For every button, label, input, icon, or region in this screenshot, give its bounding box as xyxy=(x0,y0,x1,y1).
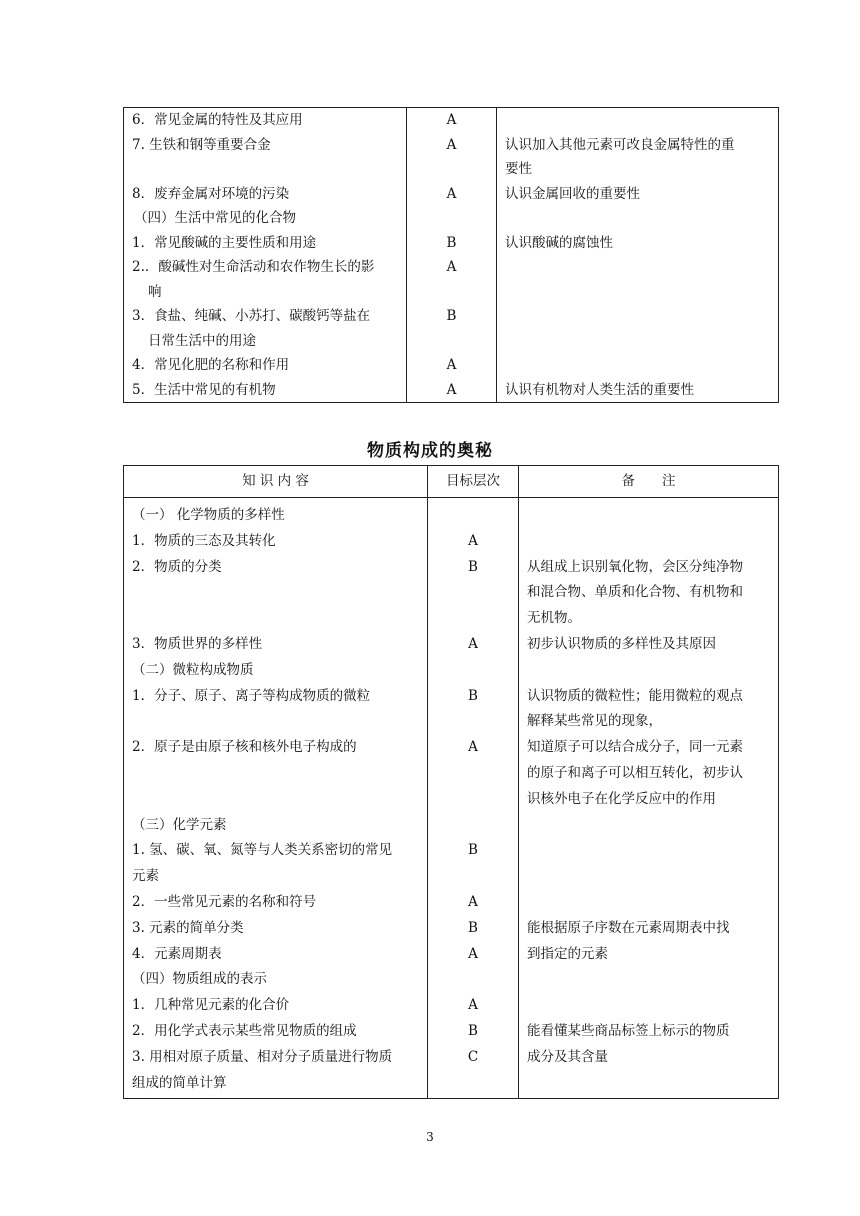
matter-composition-table xyxy=(123,465,779,1099)
text-line xyxy=(407,206,496,231)
text-line: 4．常见化肥的名称和作用 xyxy=(132,357,290,373)
text-line: A xyxy=(468,739,478,756)
text-line: 7. 生铁和钢等重要合金 xyxy=(132,136,271,153)
text-line: 2.．酸碱性对生命活动和农作物生长的影 xyxy=(132,259,375,275)
text-line xyxy=(527,658,778,684)
text-line xyxy=(505,108,778,133)
text-line xyxy=(505,280,778,305)
text-line xyxy=(527,529,778,555)
text-line: A xyxy=(446,185,457,202)
text-line xyxy=(407,280,496,305)
header-knowledge: 知 识 内 容 xyxy=(124,466,428,498)
knowledge-column xyxy=(124,498,428,1099)
text-line: 1．常见酸碱的主要性质和用途 xyxy=(132,234,317,251)
text-line: 1．物质的三态及其转化 xyxy=(132,532,276,549)
text-line: B xyxy=(468,558,478,575)
knowledge-column xyxy=(124,108,407,403)
text-line: A xyxy=(446,259,457,275)
text-line: 6．常见金属的特性及其应用 xyxy=(132,112,303,128)
text-line: 认识有机物对人类生活的重要性 xyxy=(505,381,694,398)
text-line: 组成的简单计算 xyxy=(132,1074,227,1091)
remarks-column xyxy=(519,498,779,1099)
header-remarks: 备 注 xyxy=(519,466,779,498)
text-line: （二）微粒构成物质 xyxy=(132,661,254,678)
text-line xyxy=(428,761,518,787)
text-line xyxy=(407,329,496,354)
text-line: 的原子和离子可以相互转化，初步认 xyxy=(527,764,743,781)
text-line: 知道原子可以结合成分子，同一元素 xyxy=(527,739,743,756)
text-line xyxy=(428,967,518,993)
text-line: 初步认识物质的多样性及其原因 xyxy=(527,635,716,652)
level-column xyxy=(407,108,497,403)
text-line: 1．几种常见元素的化合价 xyxy=(132,997,290,1014)
text-line xyxy=(527,503,778,529)
text-line xyxy=(407,157,496,182)
text-line xyxy=(428,813,518,839)
text-line: 能看懂某些商品标签上标示的物质 xyxy=(527,1022,730,1039)
text-line: 认识加入其他元素可改良金属特性的重 xyxy=(505,136,735,153)
text-line xyxy=(428,606,518,632)
text-line: 5．生活中常见的有机物 xyxy=(132,381,276,398)
text-line: 8．废弃金属对环境的污染 xyxy=(132,185,290,202)
text-line xyxy=(505,206,778,231)
text-line xyxy=(505,304,778,329)
text-line xyxy=(505,329,778,354)
text-line xyxy=(527,890,778,916)
text-line: 3．食盐、纯碱、小苏打、碳酸钙等盐在 xyxy=(132,308,371,324)
text-line xyxy=(428,709,518,735)
text-line: A xyxy=(468,997,478,1014)
text-line: 2．一些常见元素的名称和符号 xyxy=(132,893,317,910)
text-line xyxy=(132,157,406,182)
text-line: A xyxy=(446,357,457,373)
text-line: 2．物质的分类 xyxy=(132,558,222,575)
text-line: 到指定的元素 xyxy=(527,945,608,962)
text-line: 能根据原子序数在元素周期表中找 xyxy=(527,919,730,936)
text-line: 1．分子、原子、离子等构成物质的微粒 xyxy=(132,687,371,704)
text-line xyxy=(505,353,778,378)
metals-compounds-table xyxy=(123,107,779,403)
text-line: 2．用化学式表示某些常见物质的组成 xyxy=(132,1022,357,1039)
text-line: A xyxy=(468,635,478,652)
text-line: 元素 xyxy=(132,868,159,885)
text-line: 3．物质世界的多样性 xyxy=(132,635,263,652)
text-line xyxy=(428,580,518,606)
text-line: 解释某些常见的现象， xyxy=(527,713,662,730)
text-line: 认识物质的微粒性；能用微粒的观点 xyxy=(527,687,743,704)
text-line xyxy=(505,255,778,280)
text-line: B xyxy=(446,234,457,251)
text-line: 要性 xyxy=(505,161,532,177)
text-line: 无机物。 xyxy=(527,610,581,627)
text-line: B xyxy=(468,1022,478,1039)
text-line xyxy=(428,1071,518,1097)
text-line: 和混合物、单质和化合物、有机物和 xyxy=(527,584,743,601)
text-line xyxy=(428,658,518,684)
text-line xyxy=(132,606,427,632)
text-line: C xyxy=(467,1048,479,1065)
text-line xyxy=(527,813,778,839)
text-line xyxy=(527,864,778,890)
text-line: A xyxy=(446,381,457,398)
text-line xyxy=(132,709,427,735)
text-line: （四）物质组成的表示 xyxy=(132,971,267,988)
text-line: 响 xyxy=(148,283,162,300)
text-line: 2．原子是由原子核和核外电子构成的 xyxy=(132,739,357,756)
level-column xyxy=(428,498,519,1099)
text-line: （一） 化学物质的多样性 xyxy=(132,507,285,523)
text-line: 认识酸碱的腐蚀性 xyxy=(505,234,613,251)
page-number: 3 xyxy=(426,1130,434,1144)
text-line xyxy=(527,1071,778,1097)
text-line xyxy=(527,993,778,1019)
text-line: 1. 氢、碳、氧、氮等与人类关系密切的常见 xyxy=(132,842,393,859)
text-line: 认识金属回收的重要性 xyxy=(505,185,640,202)
text-line: 识核外电子在化学反应中的作用 xyxy=(527,790,716,807)
text-line: 3. 元素的简单分类 xyxy=(132,919,244,936)
text-line: 从组成上识别氧化物，会区分纯净物 xyxy=(527,558,743,575)
text-line: 成分及其含量 xyxy=(527,1048,608,1065)
text-line: （四）生活中常见的化合物 xyxy=(134,210,296,226)
text-line xyxy=(132,761,427,787)
text-line: A xyxy=(468,945,478,962)
text-line xyxy=(527,838,778,864)
text-line: B xyxy=(446,308,457,324)
text-line: B xyxy=(468,687,478,704)
remarks-column xyxy=(497,108,779,403)
text-line xyxy=(132,787,427,813)
text-line: B xyxy=(468,919,478,936)
text-line xyxy=(527,967,778,993)
text-line: （三）化学元素 xyxy=(132,816,227,833)
text-line xyxy=(428,503,518,529)
text-line: B xyxy=(468,842,478,859)
text-line xyxy=(428,787,518,813)
text-line: A xyxy=(468,532,478,549)
text-line xyxy=(132,580,427,606)
text-line: 4．元素周期表 xyxy=(132,945,222,962)
text-line: A xyxy=(446,112,457,128)
text-line xyxy=(428,864,518,890)
text-line: A xyxy=(446,136,457,153)
text-line: A xyxy=(468,893,478,910)
text-line: 3. 用相对原子质量、相对分子质量进行物质 xyxy=(132,1048,393,1065)
text-line: 日常生活中的用途 xyxy=(148,332,256,349)
header-level: 目标层次 xyxy=(428,466,519,498)
section-title: 物质构成的奥秘 xyxy=(367,441,493,461)
